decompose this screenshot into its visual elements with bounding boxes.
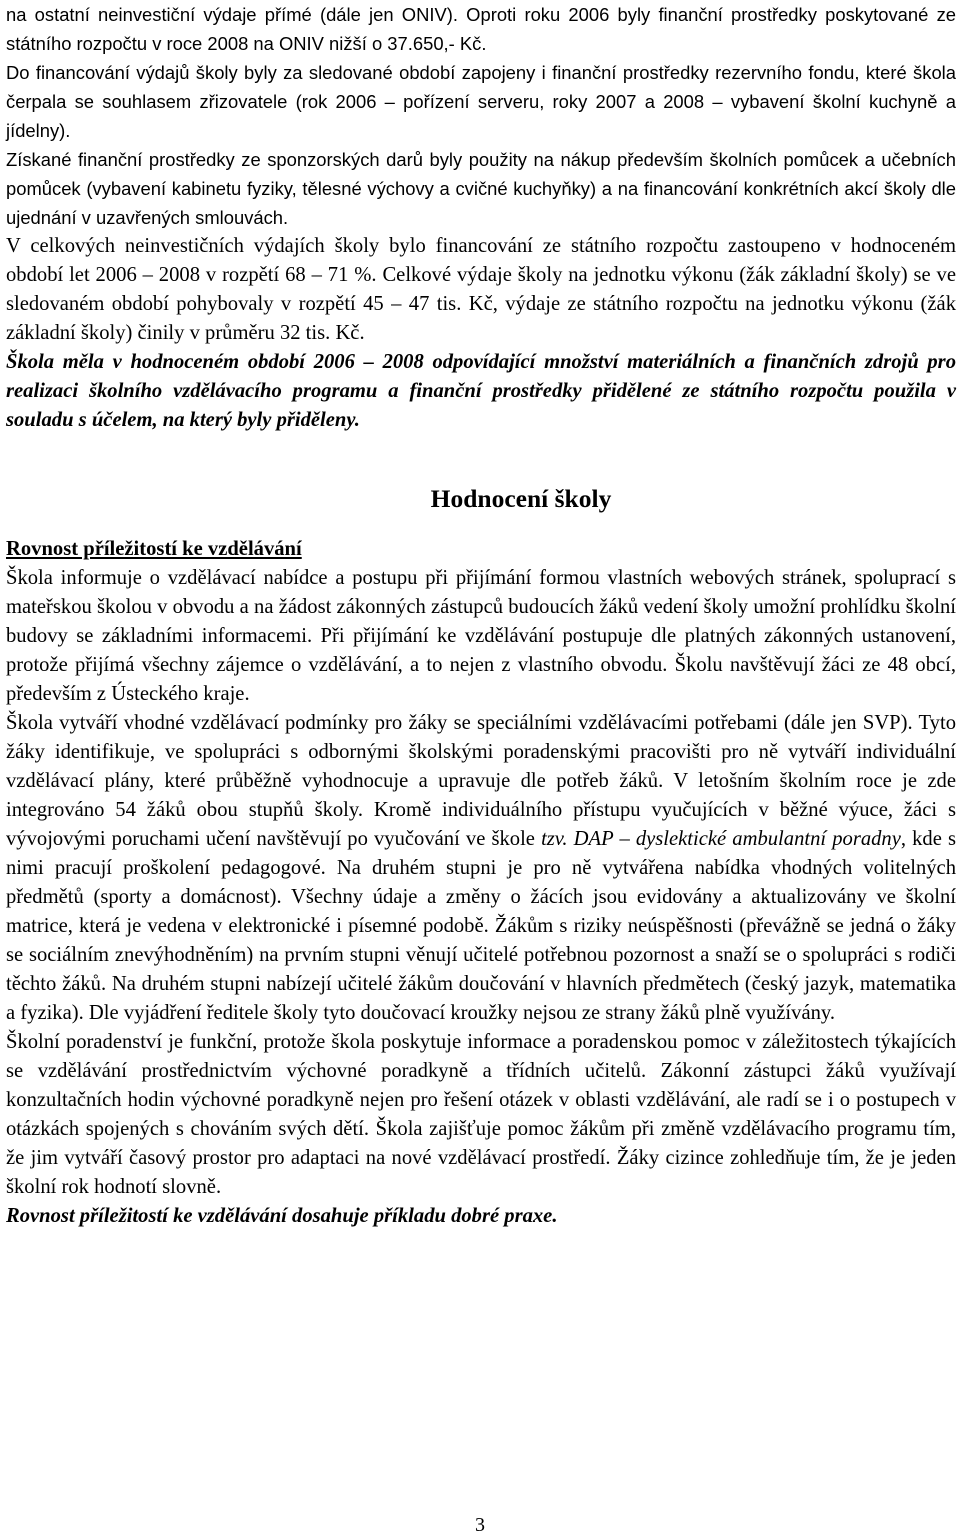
- document-page: [6, 0, 956, 1231]
- page-number: 3: [475, 1514, 485, 1536]
- subheading-equal-opportunity: Rovnost příležitostí ke vzdělávání: [6, 538, 302, 560]
- reserve-fund-paragraph: Do financování výdajů školy byly za sledované období zapojeny i finanční prostředky rezervního fondu, které škola čerpala se souhlasem zřizovatele (rok 2006 – pořízení serveru, roky 2007 a 2008 – vybavení školní kuchyně a jídelny).: [6, 62, 956, 141]
- admission-paragraph: Škola informuje o vzdělávací nabídce a postupu při přijímání formou vlastních webových stránek, spoluprací s mateřskou školou v obvodu a na žádost zákonných zástupců budoucích žáků vedení školy umožní prohlídku školní budovy se základními informacemi. Při přijímání ke vzdělávání postupuje dle platných zákonných ustanovení, protože přijímá všechny zájemce o vzdělávání, a to nejen z vlastního obvodu. Školu navštěvují žáci ze 48 obcí, především z Ústeckého kraje.: [6, 567, 956, 705]
- financing-conclusion: Škola měla v hodnoceném období 2006 – 2008 odpovídající množství materiálních a finančních zdrojů pro realizaci školního vzdělávacího programu a finanční prostředky přidělené ze státního rozpočtu použila v souladu s účelem, na který byly přiděleny.: [6, 351, 956, 431]
- svp-text-part-1: Škola vytváří vhodné vzdělávací podmínky pro žáky se speciálními vzdělávacími potřebami (dále jen SVP). Tyto žáky identifikuje, ve spolupráci s odbornými školskými poradenskými pracovišti pro ně vytváří individuální vzdělávací plány, které průběžně vyhodnocuje a upravuje dle potřeb žáků. V letošním školním roce je zde integrováno 54 žáků obou stupňů školy. Kromě individuálního přístupu vyučujících v běžné výuce, žáci s vývojovými poruchami učení navštěvují po vyučování ve škole: [6, 712, 956, 850]
- final-statement: Rovnost příležitostí ke vzdělávání dosahuje příkladu dobré praxe.: [6, 1205, 558, 1227]
- counseling-paragraph: Školní poradenství je funkční, protože škola poskytuje informace a poradenskou pomoc v záležitostech týkajících se vzdělávání prostřednictvím výchovné poradkyně a třídních učitelů. Zákonní zástupci žáků využívají konzultačních hodin výchovné poradkyně nejen pro řešení otázek v oblasti vzdělávání, ale radí se i o postupech v otázkách spojených s chováním svých dětí. Škola zajišťuje pomoc žákům při změně vzdělávacího programu tím, že jim vytváří časový prostor pro adaptaci na nové vzdělávací prostředí. Žáky cizince zohledňuje tím, že je jeden školní rok hodnotí slovně.: [6, 1031, 956, 1198]
- svp-italic-dap: tzv. DAP – dyslektické ambulantní poradny: [541, 828, 901, 850]
- oniv-paragraph: na ostatní neinvestiční výdaje přímé (dále jen ONIV). Oproti roku 2006 byly finanční prostředky poskytované ze státního rozpočtu v roce 2008 na ONIV nižší o 37.650,- Kč.: [6, 4, 956, 54]
- financing-section: [6, 0, 956, 232]
- section-title: Hodnocení školy: [430, 484, 612, 513]
- svp-text-part-2: , kde s nimi pracují proškolení pedagogové. Na druhém stupni je pro ně vytvářena nabídka vhodných volitelných předmětů (sporty a domácnost). Všechny údaje a změny o žácích jsou evidovány a aktualizovány ve školní matrice, která je vedena v elektronické i písemné podobě. Žákům s riziky neúspěšnosti (převážně se jedná o žáky se sociálním znevýhodněním) na prvním stupni věnují učitelé potřebnou pozornost a snaží se o spolupráci s rodiči těchto žáků. Na druhém stupni nabízejí učitelé žákům doučování v hlavních předmětech (český jazyk, matematika a fyzika). Dle vyjádření ředitele školy tyto doučovací kroužky nejsou ze strany žáků plně využívány.: [6, 828, 957, 1024]
- svp-paragraph: [6, 709, 956, 1028]
- sponsorship-paragraph: Získané finanční prostředky ze sponzorských darů byly použity na nákup především školních pomůcek a učebních pomůcek (vybavení kabinetu fyziky, tělesné výchovy a cvičné kuchyňky) a na financování konkrétních akcí školy dle ujednání v uzavřených smlouvách.: [6, 149, 956, 228]
- expenditure-paragraph: V celkových neinvestičních výdajích školy bylo financování ze státního rozpočtu zastoupeno v hodnoceném období let 2006 – 2008 v rozpětí 68 – 71 %. Celkové výdaje školy na jednotku výkonu (žák základní školy) se ve sledovaném období pohybovaly v rozpětí 45 – 47 tis. Kč, výdaje ze státního rozpočtu na jednotku výkonu (žák základní školy) činily v průměru 32 tis. Kč.: [6, 235, 956, 344]
